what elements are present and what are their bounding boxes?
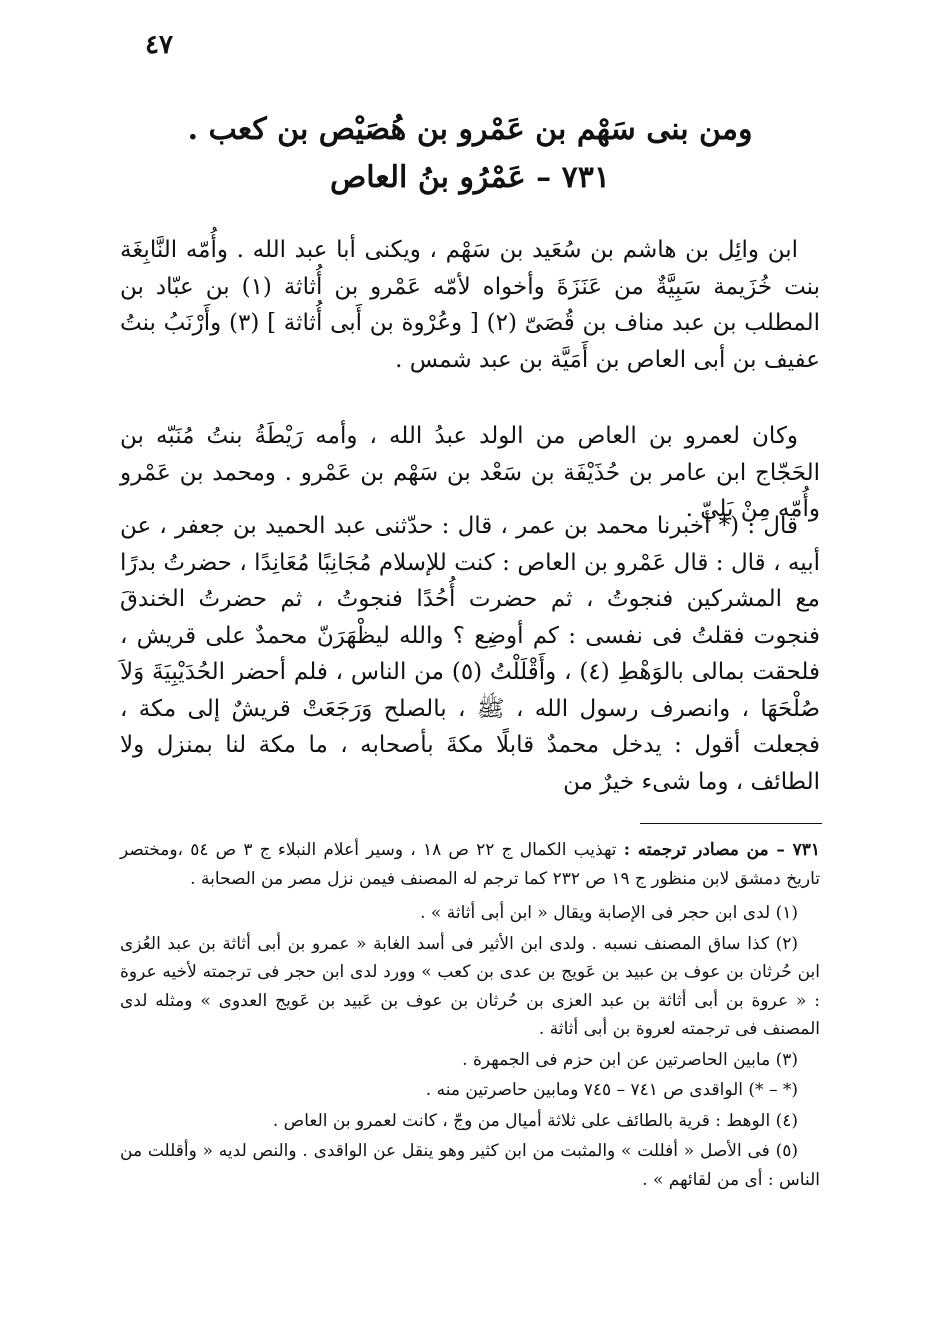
paragraph-text: ابن وائِل بن هاشم بن سُعَيد بن سَهْم ، ويكنى أبا عبد الله . وأُمّه النَّابِغَة بنت خُزَيمة سَبِيَّةٌ من عَنَزَةَ وأخواه لأمّه عَمْرو بن أُثاثة (١) بن عبّاد بن المطلب بن عبد مناف بن قُصَىّ (٢) [ وعُرْوة بن أَبى أُثاثة ] (٣) وأَرْنَبُ بنتُ عفيف بن أبى العاص بن أَمَيَّة بن عبد شمس . <box>120 237 821 373</box>
footnote-star: (* – *) الواقدى ص ٧٤١ – ٧٤٥ ومابين حاصرتين منه . <box>425 1080 798 1100</box>
paragraph-1 <box>120 232 820 390</box>
footnote-source-text: تهذيب الكمال ج ٢٢ ص ١٨ ، وسير أعلام النبلاء ج ٣ ص ٥٤ ،ومختصر تاريخ دمشق لابن منظور ج ١٩ ص ٢٣٢ كما ترجم له المصنف فيمن نزل مصر من الصحابة . <box>120 840 820 889</box>
footnotes <box>120 836 820 1196</box>
section-heading: ومن بنى سَهْم بن عَمْرو بن هُصَيْص بن كعب . <box>187 112 753 147</box>
footnote-2: (٢) كذا ساق المصنف نسبه . ولدى ابن الأثير فى أسد الغابة « عمرو بن أبى أثاثة بن عبد العُزى ابن حُرثان بن عوف بن عبيد بن عَويج بن عدى بن كعب » وورد لدى ابن حجر فى ترجمته لأخيه عروة : « عروة بن أبى أثاثة بن عبد العزى بن حُرثان بن عوف بن عَبيد بن عَويج العدوى » ومثله لدى المصنف فى ترجمته لعروة بن أبى أثاثة . <box>120 933 820 1039</box>
footnote-source-label: ٧٣١ – من مصادر ترجمته : <box>623 840 820 860</box>
entry-title: ٧٣١ – عَمْرُو بنُ العاص <box>330 160 610 195</box>
page-number: ٤٧ <box>145 30 173 60</box>
footnote-sources <box>120 836 820 893</box>
paragraph-text: وكان لعمرو بن العاص من الولد عبدُ الله ، وأمه رَيْطَةُ بنتُ مُنَبّه بن الحَجّاج ابن عامر بن حُذَيْفَة بن سَعْد بن سَهْم بن عَمْرو . ومحمد بن عَمْرو وأُمّه مِنْ بَلِيّ . <box>120 423 820 522</box>
paragraph-3 <box>120 508 820 812</box>
paragraph-text: قال : (* أخبرنا محمد بن عمر ، قال : حدّثنى عبد الحميد بن جعفر ، عن أبيه ، قال : قال عَمْرو بن العاص : كنت للإسلام مُجَانِبًا مُعَانِدًا ، حضرتُ بدرًا مع المشركين فنجوتُ ، ثم حضرت أُحُدًا فنجوتُ ، ثم حضرتُ الخندقَ فنجوت فقلتُ فى نفسى : كم أوضِع ؟ والله ليظْهَرَنّ محمدٌ على قريش ، فلحقت بمالى بالوَهْطِ (٤) ، وأَقْلَلْتُ (٥) من الناس ، فلم أحضر الحُدَيْبِيَةَ وَلاَ صُلْحَهَا ، وانصرف رسول الله ، ﷺ ، بالصلح وَرَجَعَتْ قريشٌ إلى مكة ، فجعلت أقول : يدخل محمدٌ قابلًا مكةَ بأصحابه ، ما مكة لنا بمنزل ولا الطائف ، وما شىء خيرٌ من <box>120 513 821 795</box>
footnote-5: (٥) فى الأصل « أفللت » والمثبت من ابن كثير وهو ينقل عن الواقدى . والنص لديه « وأقللت من الناس : أى من لقائهم » . <box>120 1141 820 1190</box>
footnote-1: (١) لدى ابن حجر فى الإصابة ويقال « ابن أبى أثاثة » . <box>420 903 798 923</box>
footnote-3: (٣) مابين الحاصرتين عن ابن حزم فى الجمهرة . <box>462 1049 798 1070</box>
footnote-separator <box>640 823 822 824</box>
footnote-4: (٤) الوهط : قرية بالطائف على ثلاثة أميال من وجّ ، كانت لعمرو بن العاص . <box>272 1110 798 1131</box>
